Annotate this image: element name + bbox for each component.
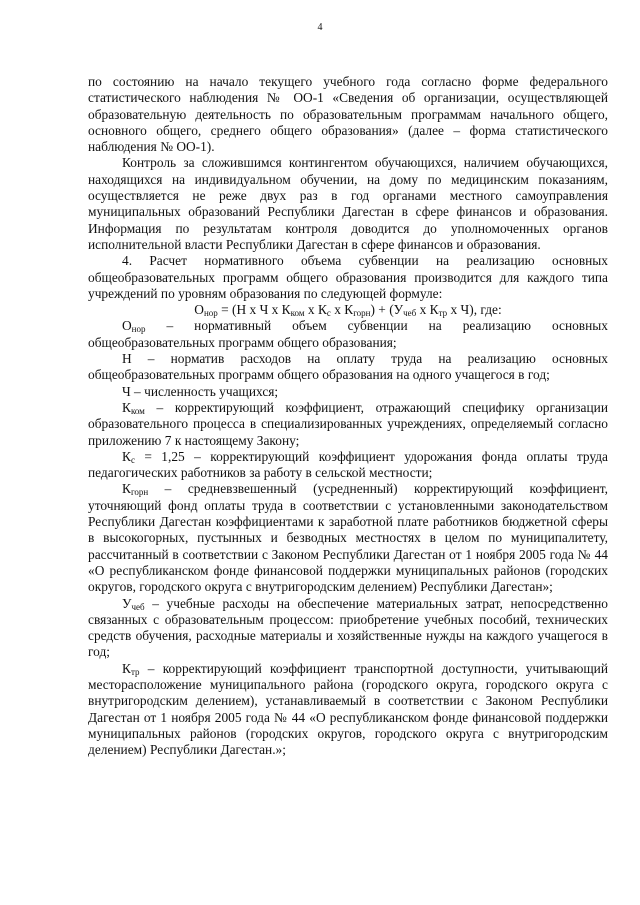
formula-lhs: О — [194, 302, 204, 318]
definition-k-kom: $К_{ком}$ – корректирующий коэффициент, отражающий специфику организации образовательного процесса в специализированных учреждениях, определяемый согласно приложению 7 к настоящему Закону; — [88, 399, 608, 448]
definition-o-nor: $О_{нор}$ – нормативный объем субвенции на реализацию основных общеобразовательных программ общего образования; — [88, 318, 608, 350]
document-body — [88, 74, 608, 758]
paragraph-control: Контроль за сложившимся контингентом обучающихся, наличием обучающихся, находящихся на индивидуальном обучении, на дому по медицинским показаниям, осуществляется не реже двух раз в год органами местного самоуправления муниципальных образований Республики Дагестан в сфере финансов и образования. Информация по результатам контроля доводится до уполномоченных органов исполнительной власти Республики Дагестан в сфере финансов и образования. — [88, 155, 608, 252]
definition-k-s: $К_с = 1,25$ – корректирующий коэффициент удорожания фонда оплаты труда педагогических работников за работу в сельской местности; — [88, 448, 608, 481]
paragraph-item-4: 4. Расчет нормативного объема субвенции на реализацию основных общеобразовательных программ общего образования производится для каждого типа учреждений по уровням образования по следующей формуле: — [88, 253, 608, 301]
paragraph-continuation: по состоянию на начало текущего учебного года согласно форме федерального статистического наблюдения № ОО-1 «Сведения об организации, осуществляющей образовательную деятельность по образовательным программам начального общего, основного общего, среднего общего образования» (далее – форма статистического наблюдения № ОО-1). — [88, 74, 608, 155]
definition-k-tr: $К_{тр}$ – корректирующий коэффициент транспортной доступности, учитывающий месторасположение муниципального района (городского округа, городского округа с внутригородским делением), устанавливаемый в соответствии с Законом Республики Дагестан от 1 ноября 2005 года № 44 «О республиканском фонде финансовой поддержки муниципальных районов (городских округов, городского округа с внутригородским делением) Республики Дагестан.»; — [88, 660, 608, 758]
definition-u-cheb: $У_{чеб}$ – учебные расходы на обеспечение материальных затрат, непосредственно связанных с образовательным процессом: приобретение учебных пособий, технических средств обучения, расходные материалы и хозяйственные нужды на каждого учащегося в год; — [88, 595, 608, 660]
definition-ch: Ч – численность учащихся; — [122, 383, 279, 399]
page-number: 4 — [317, 22, 323, 33]
definition-k-gorn: $К_{горн}$ – средневзвешенный (усредненный) корректирующий коэффициент, уточняющий фонд оплаты труда в соответствии с установленными законодательством Республики Дагестан коэффициентами к заработной плате работников бюджетной сферы в высокогорных, пустынных и безводных местностях в целом по муниципалитету, рассчитанный в соответствии с Законом Республики Дагестан от 1 ноября 2005 года № 44 «О республиканском фонде финансовой поддержки муниципальных районов (городских округов, городского округа с внутригородским делением) Республики Дагестан»; — [88, 481, 608, 595]
definition-n: Н – норматив расходов на оплату труда на реализацию основных общеобразовательных программ общего образования на одного учащегося в год; — [88, 351, 608, 383]
formula: $О_{нор} = (Н$ х Ч х $К_{ком}$ х $К_с$ х $К_{горн}) + (У_{чеб}$ х $К_{тр}$ х Ч), где: — [194, 302, 502, 319]
